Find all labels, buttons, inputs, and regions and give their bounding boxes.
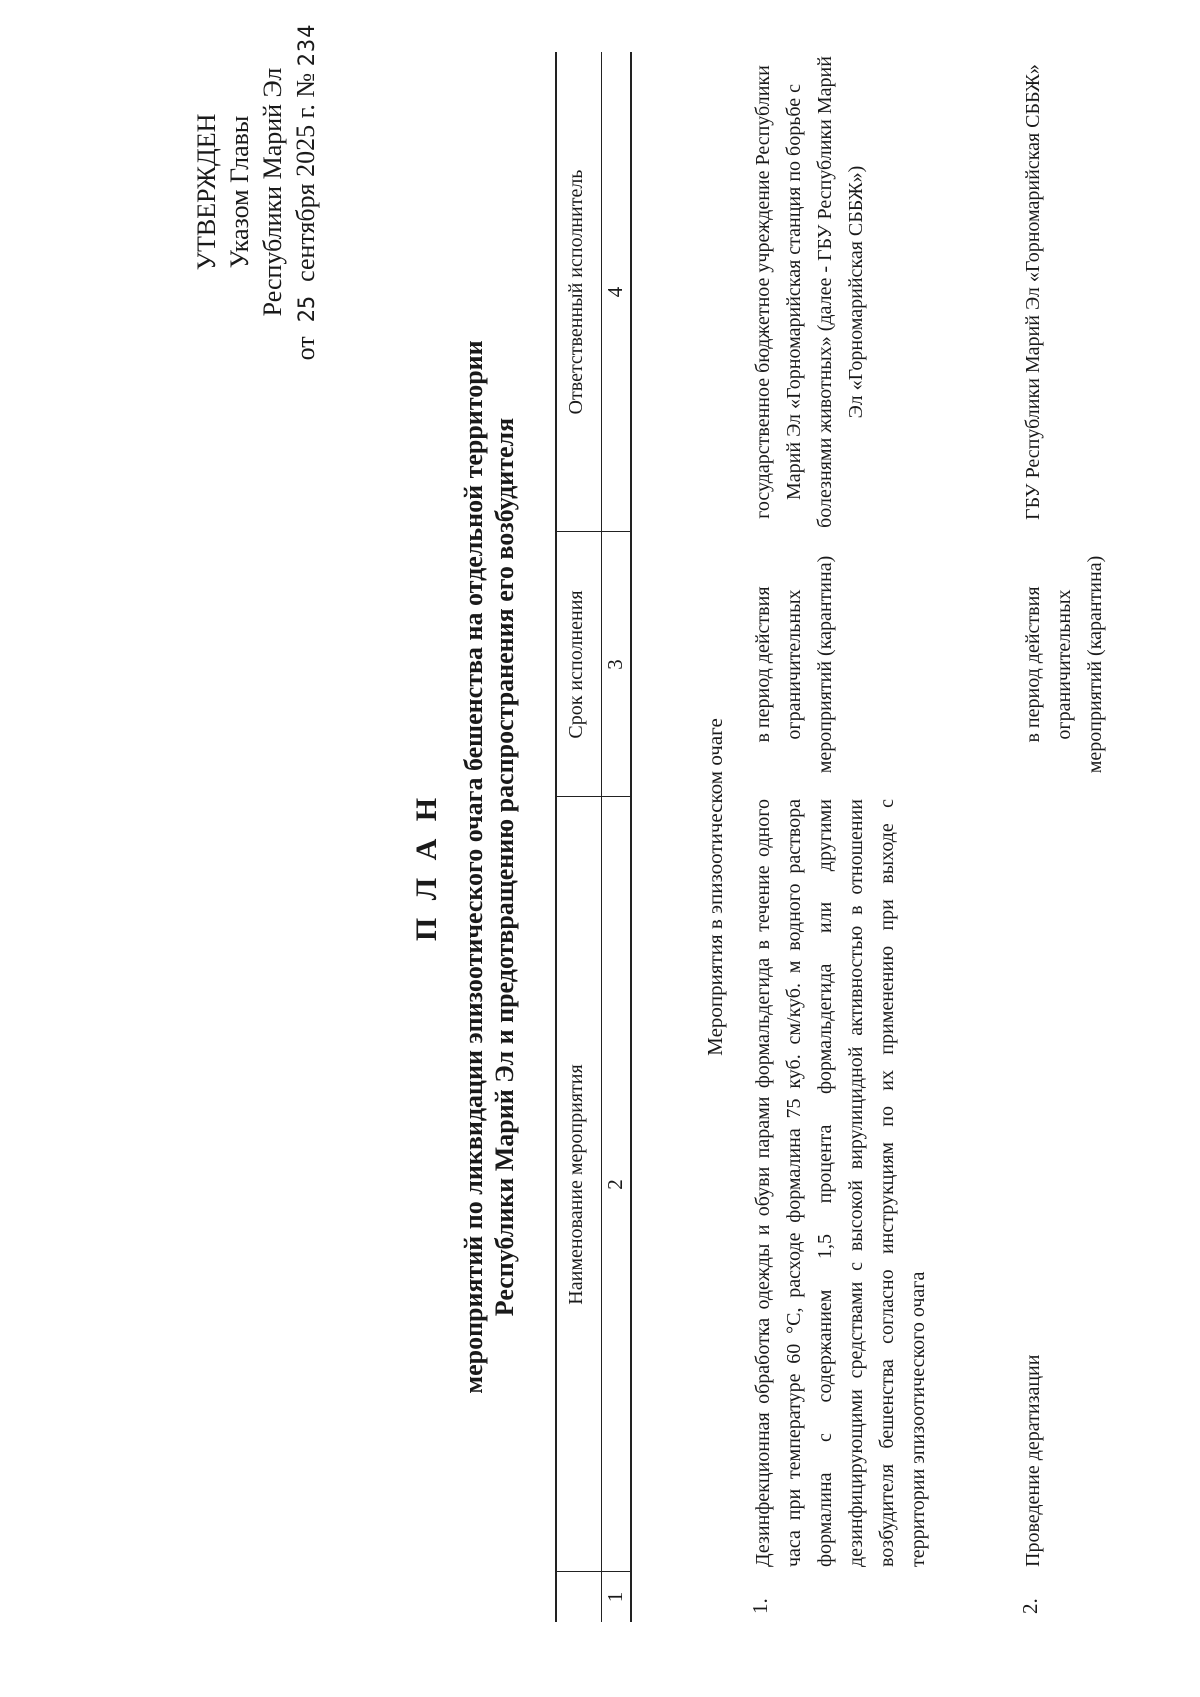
plan-subtitle <box>458 217 520 1517</box>
approval-block <box>190 22 324 362</box>
row-number-1: 1. <box>748 1598 772 1614</box>
approval-date-rest: сентября 2025 г. № <box>291 72 320 282</box>
approval-region: Республики Марий Эл <box>258 67 287 317</box>
column-header-executor: Ответственный исполнитель <box>565 169 587 415</box>
row-1-action: Дезинфекционная обработка одежды и обуви парами формальдегида в течение одного часа при температуре 60 °С, расходе формалина 75 куб. см/куб. м водного раствора формалина с содержанием 1,5 процента формальдегида или другими дезинфицирующими средствами с высокой вирулицидной активностью в отношении возбудителя бешенства согласно инструкциям по их применению при выходе с территории эпизоотического очага <box>752 799 929 1567</box>
column-number-4: 4 <box>603 286 627 298</box>
row-2-deadline: в период действия ограничительных мероприятий (карантина) <box>1022 555 1106 774</box>
approval-date-line <box>289 22 324 362</box>
row-1-executor: государственное бюджетное учреждение Республики Марий Эл «Горномарийская станция по борьбе с болезнями животных» (далее - ГБУ Республики Марий Эл «Горномарийская СББЖ») <box>752 56 867 528</box>
approval-status: УТВЕРЖДЕН <box>192 113 221 271</box>
column-number-3: 3 <box>603 659 627 670</box>
row-2-executor: ГБУ Республики Марий Эл «Горномарийская СББЖ» <box>1022 64 1044 520</box>
row-number-2: 2. <box>1018 1598 1042 1614</box>
plan-subtitle-line-1: мероприятий по ликвидации эпизоотического очага бешенства на отдельной территории <box>459 340 488 1394</box>
column-number-2: 2 <box>603 1179 627 1190</box>
plan-subtitle-line-2: Республики Марий Эл и предотвращению распространения его возбудителя <box>490 417 519 1317</box>
approval-decree: Указом Главы <box>225 115 254 269</box>
section-title: Мероприятия в эпизоотическом очаге <box>703 718 727 1056</box>
row-2-action: Проведение дератизации <box>1022 1354 1044 1567</box>
approval-number: 234 <box>295 23 320 67</box>
table-top-rule <box>555 52 557 1622</box>
table-header-rule <box>601 52 602 1622</box>
table-number-rule <box>630 52 632 1622</box>
column-number-1: 1 <box>603 1591 627 1603</box>
approval-date-prefix: от <box>291 336 320 361</box>
approval-date-day: 25 <box>295 295 320 323</box>
column-header-action: Наименование мероприятия <box>565 1064 587 1305</box>
column-header-deadline: Срок исполнения <box>565 590 587 739</box>
row-1-deadline: в период действия ограничительных мероприятий (карантина) <box>752 555 836 774</box>
plan-heading: П Л А Н <box>410 792 443 942</box>
